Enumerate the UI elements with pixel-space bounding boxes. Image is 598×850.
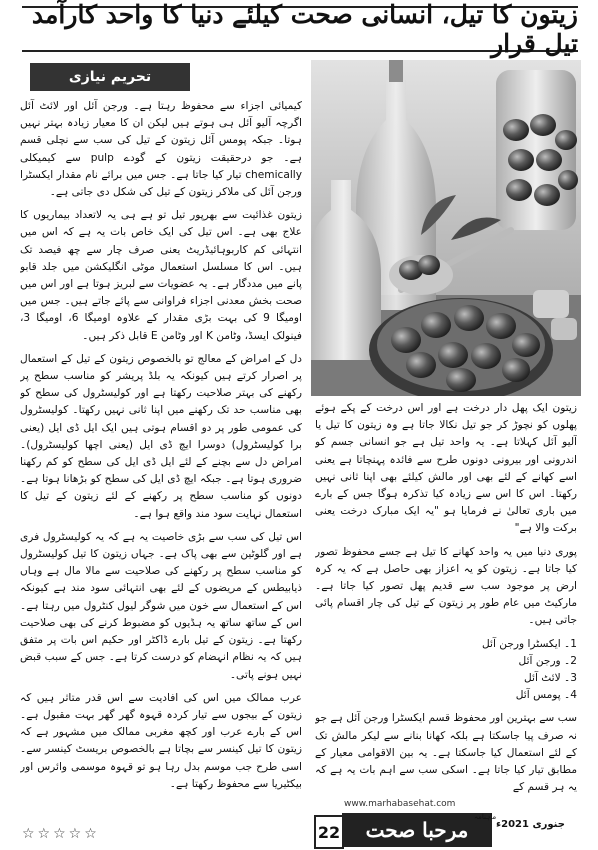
right-column [315, 400, 577, 815]
intro-paragraph: زیتون ایک پھل دار درخت ہے اور اس درخت کے پکے ہوئے پھلوں کو نچوڑ کر جو تیل نکالا جاتا ہے وہ زیتون کا تیل یا آلیو آئل کہلاتا ہے۔ یہ واحد تیل ہے جو انسانی جسم کو اندرونی اور بیرونی دونوں طرح سے فائدہ پہنچاتا ہے یعنی اسے کھانے کے لئے بھی اور مالش کیلئے بھی اپنا ثانی نہیں رکھتا۔ اس کا اس سے زیادہ کیا تذکرہ ہوگا جس کے بارے میں باری تعالیٰ نے فرمایا ہو "یہ ایک مبارک درخت یعنی برکت والا ہے" [315, 402, 577, 535]
magazine-logo: مرحبا صحت [342, 813, 492, 847]
author-byline: تحریم نیازی [30, 63, 190, 91]
issue-date: جنوری 2021ء [496, 819, 565, 830]
paragraph: زیتون غذائیت سے بھرپور تیل تو ہے ہی یہ لاتعداد بیماریوں کا علاج بھی ہے۔ اس تیل کی ایک خاص بات یہ ہے کہ اس میں انتہائی کم کاربوہائیڈریٹ یعنی صرف چار سے چھ فیصد تک ہیں۔ اس کا مسلسل استعمال موٹی انگلیکشن میں جلد قابو پانے میں مددگار ہے۔ یہ عضویات سے لبریز ہوتا ہے اور اس میں صحت بخش معدنی اجزاء فراوانی سے پائے جاتے ہیں۔ جس میں اومیگا 9 کی بہت بڑی مقدار کے علاوہ اومیگا 6، اومیگا 3، فینولک ایسڈ، وٹامن K اور وٹامن E قابل ذکر ہیں۔ [20, 209, 302, 342]
list-item: 2۔ ورجن آئل [518, 654, 577, 667]
paragraph: کیمیائی اجزاء سے محفوظ رہتا ہے۔ ورجن آئل اور لائٹ آئل اگرچہ آلیو آئل ہی ہوتے ہیں لیکن ان کا معیار زیادہ بہتر نہیں ہوتا۔ جبکہ پومس آئل زیتون کے تیل کی سب سے نچلی قسم ہے۔ جو درحقیقت زیتون کے گودے pulp سے کیمیکلی chemically تیار کیا جاتا ہے۔ جس میں برائے نام مقدار ایکسٹرا ورجن آئل کی ملاکر زیتون کے تیل کی شکل دی جاتی ہے۔ [20, 100, 302, 199]
footer [314, 799, 582, 847]
olive-oil-bottles-photo [311, 60, 581, 396]
paragraph: سب سے بہترین اور محفوظ قسم ایکسٹرا ورجن آئل ہے جو نہ صرف پیا جاسکتا ہے بلکہ کھانا بنانے سے لیکر مالش تک کے لئے استعمال کیا جاسکتا ہے۔ یہ بین الاقوامی معیار کے مطابق تیار کیا جاتا ہے۔ اسکی سب سے اہم بات یہ ہے کہ یہ ہر قسم کے [315, 712, 577, 794]
paragraph: پوری دنیا میں یہ واحد کھانے کا تیل ہے جسے محفوظ تصور کیا جاتا ہے۔ زیتون کو یہ اعزاز بھی حاصل ہے کہ یہ کرہ ارض پر موجود سب سے قدیم پھل تصور کیا جاتا ہے۔ مارکیٹ میں عام طور پر زیتون کے تیل کی چار اقسام پائی جاتی ہیں۔ [315, 545, 577, 627]
oil-types-list [315, 636, 577, 705]
magazine-tag: ماہنامہ [474, 813, 497, 821]
paragraph: دل کے امراض کے معالج تو بالخصوص زیتون کے تیل کے استعمال پر اصرار کرتے ہیں کیونکہ یہ بلڈ پریشر کو مناسب سطح پر رکھنے کی بہتر صلاحیت رکھتا ہے اور کولیسٹرول کی سطح کو بھی مناسب حد تک رکھنے میں اپنا ثانی نہیں رکھتا۔ کولیسٹرول کی عمومی طور پر دو اقسام ہوتی ہیں ایک ایل ڈی ایل (یعنی برا کولیسٹرول) دوسرا ایچ ڈی ایل (یعنی اچھا کولیسٹرول)۔ امراض دل سے بچنے کے لئے ایل ڈی ایل کی سطح کو کم رکھنا ضروری ہوتا ہے۔ جبکہ ایچ ڈی ایل کی سطح کو بڑھانا ہوتا ہے۔ دونوں کو مناسب سطح پر رکھنے کے لئے زیتون کے تیل کا استعمال نہایت سود مند واقع ہوا ہے۔ [20, 352, 302, 520]
left-column [20, 98, 302, 808]
list-item: 3۔ لائٹ آئل [524, 672, 577, 685]
paragraph: اس تیل کی سب سے بڑی خاصیت یہ ہے کہ یہ کولیسٹرول فری ہے اور گلوٹین سے بھی پاک ہے۔ جہاں زیتون کا تیل کولیسٹرول کو مناسب سطح پر رکھنے کی صلاحیت سے مالا مال ہے وہاں ذیابیطس کے مریضوں کے لئے بھی انتہائی سود مند ہے کیونکہ اس کے استعمال سے خون میں شوگر لیول کنٹرول میں رہتا ہے۔ اس کے ساتھ ساتھ یہ ہڈیوں کو مضبوط کرنے کی بھی صلاحیت رکھتا ہے۔ زیتون کے تیل بارے ڈاکٹر اور حکیم اس بات پر متفق ہیں کہ یہ نظام انہضام کو درست کرتا ہے۔ جس کے سبب قبض نہیں ہونے پاتی۔ [20, 530, 302, 681]
paragraph: عرب ممالک میں اس کی افادیت سے اس قدر متاثر ہیں کہ زیتون کے بیجوں سے تیار کردہ قہوہ گھر گھر بہت مقبول ہے۔ اس کے بارے عرب اور کچھ مغربی ممالک میں مشہور ہے کہ زیتون کا تیل کینسر سے بچاتا ہے بالخصوص بریسٹ کینسر سے۔ اسی طرح جب موسم بدل رہا ہو تو قہوہ موسمی وائرس اور بیکٹیریا سے محفوظ رکھتا ہے۔ [20, 691, 302, 790]
website-url[interactable]: www.marhabasehat.com [344, 799, 456, 809]
list-item: 1۔ ایکسٹرا ورجن آئل [482, 637, 577, 650]
end-stars: ☆☆☆☆☆ [22, 826, 100, 842]
list-item: 4۔ پومس آئل [515, 689, 577, 702]
page-number: 22 [314, 815, 344, 849]
headline: زیتون کا تیل، انسانی صحت کیلئے دنیا کا واحد کارآمد تیل قرار [22, 6, 578, 52]
